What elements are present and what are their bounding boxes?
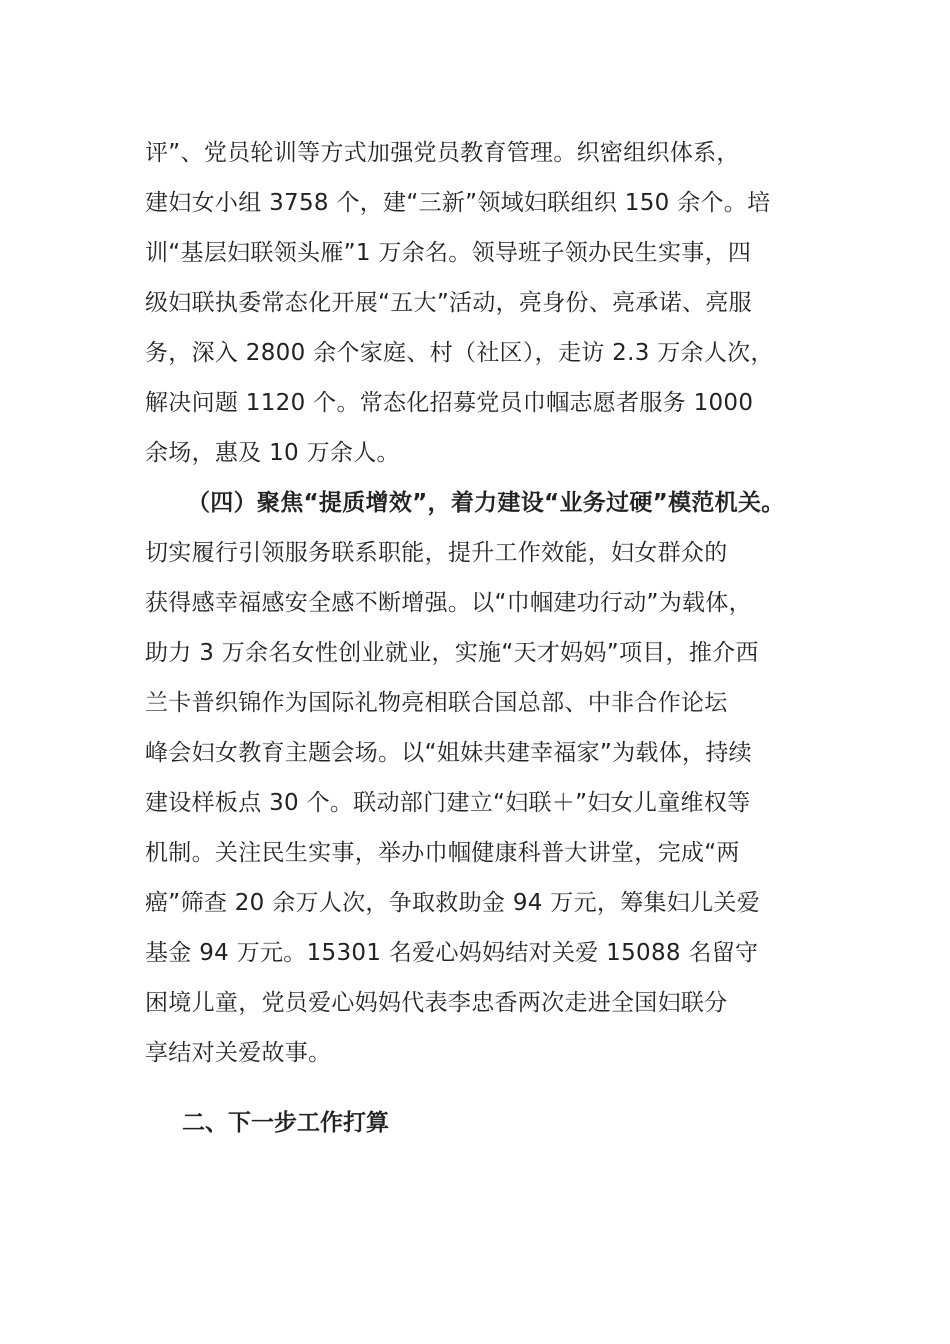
text-line: 基金 94 万元。15301 名爱心妈妈结对关爱 15088 名留守: [145, 940, 759, 966]
paragraph-1: [145, 128, 835, 478]
text-line: 享结对关爱故事。: [145, 1040, 332, 1066]
text-line: 切实履行引领服务联系职能，提升工作效能，妇女群众的: [145, 540, 728, 566]
text-line: 级妇联执委常态化开展“五大”活动，亮身份、亮承诺、亮服: [145, 290, 752, 316]
text-line: 建设样板点 30 个。联动部门建立“妇联＋”妇女儿童维权等: [145, 790, 751, 816]
text-line: 机制。关注民生实事，举办巾帼健康科普大讲堂，完成“两: [145, 840, 740, 866]
text-line: 训“基层妇联领头雁”1 万余名。领导班子领办民生实事，四: [145, 240, 752, 266]
text-line: 评”、党员轮训等方式加强党员教育管理。织密组织体系，: [145, 140, 740, 166]
text-line: 解决问题 1120 个。常态化招募党员巾帼志愿者服务 1000: [145, 390, 754, 416]
text-line: 困境儿童，党员爱心妈妈代表李忠香两次走进全国妇联分: [145, 990, 728, 1016]
text-line: 峰会妇女教育主题会场。以“姐妹共建幸福家”为载体，持续: [145, 740, 752, 766]
text-line: 获得感幸福感安全感不断增强。以“巾帼建功行动”为载体，: [145, 590, 752, 616]
text-line: 务，深入 2800 余个家庭、村（社区），走访 2.3 万余人次，: [145, 340, 774, 366]
subheading-4: （四）聚焦“提质增效”，着力建设“业务过硬”模范机关。: [187, 490, 785, 516]
text-line: 助力 3 万余名女性创业就业，实施“天才妈妈”项目，推介西: [145, 640, 759, 666]
document-body: [145, 128, 835, 1078]
text-line: 建妇女小组 3758 个，建“三新”领域妇联组织 150 余个。培: [145, 190, 771, 216]
text-line: 兰卡普织锦作为国际礼物亮相联合国总部、中非合作论坛: [145, 690, 728, 716]
text-line: 癌”筛查 20 余万人次，争取救助金 94 万元，筹集妇儿关爱: [145, 890, 760, 916]
paragraph-2: [145, 528, 835, 1078]
section-heading: 二、下一步工作打算: [182, 1110, 389, 1136]
text-line: 余场，惠及 10 万余人。: [145, 440, 400, 466]
